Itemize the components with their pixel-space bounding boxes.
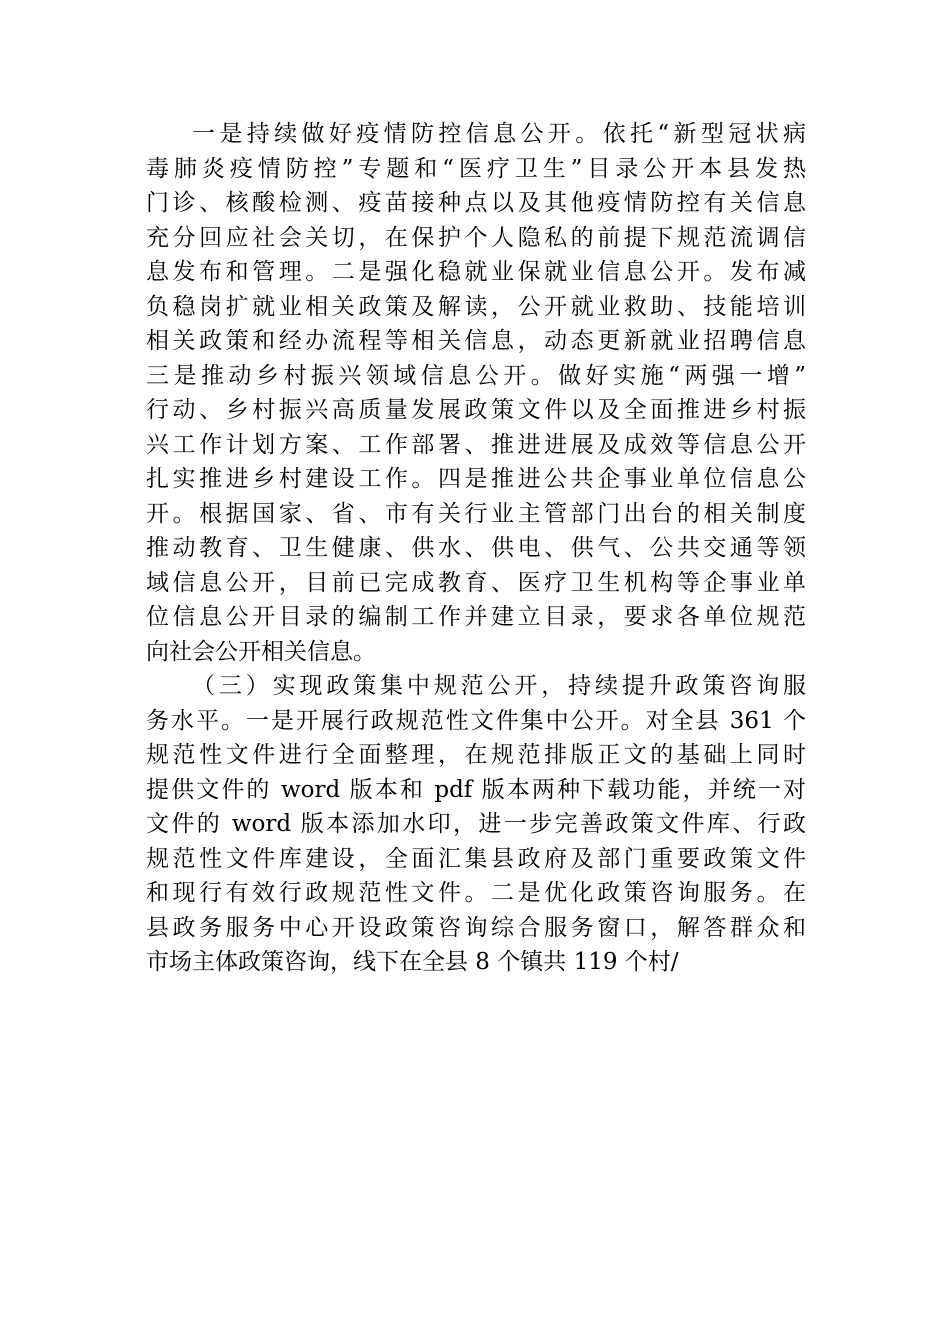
paragraph-policy-publication xyxy=(146,669,806,980)
text-line: 文件的 word 版本添加水印，进一步完善政策文件库、行政 xyxy=(146,811,806,837)
text-line: 市场主体政策咨询，线下在全县 8 个镇共 119 个村/ xyxy=(146,949,679,975)
text-line: 门诊、核酸检测、疫苗接种点以及其他疫情防控有关信息 xyxy=(146,190,806,216)
text-line: 充分回应社会关切，在保护个人隐私的前提下规范流调信 xyxy=(146,224,806,251)
text-line: 和现行有效行政规范性文件。二是优化政策咨询服务。在 xyxy=(146,880,806,906)
text-line: 县政务服务中心开设政策咨询综合服务窗口，解答群众和 xyxy=(146,914,806,941)
body-text xyxy=(146,117,806,980)
text-line: 位信息公开目录的编制工作并建立目录，要求各单位规范 xyxy=(146,604,806,630)
text-line: 推动教育、卫生健康、供水、供电、供气、公共交通等领 xyxy=(146,535,806,561)
text-line: 规范性文件库建设，全面汇集县政府及部门重要政策文件 xyxy=(146,845,806,872)
text-line: 开。根据国家、省、市有关行业主管部门出台的相关制度 xyxy=(146,500,806,527)
text-line: 三是推动乡村振兴领域信息公开。做好实施“两强一增” xyxy=(146,362,806,389)
text-line: 域信息公开，目前已完成教育、医疗卫生机构等企事业单 xyxy=(146,569,806,596)
text-line: 毒肺炎疫情防控”专题和“医疗卫生”目录公开本县发热 xyxy=(146,155,806,182)
text-line: 负稳岗扩就业相关政策及解读，公开就业救助、技能培训 xyxy=(146,293,806,320)
text-line: 一是持续做好疫情防控信息公开。依托“新型冠状病 xyxy=(192,121,806,147)
text-line: 规范性文件进行全面整理，在规范排版正文的基础上同时 xyxy=(146,742,806,768)
section-heading-line: （三）实现政策集中规范公开，持续提升政策咨询服 xyxy=(192,673,806,699)
text-line: 提供文件的 word 版本和 pdf 版本两种下载功能，并统一对 xyxy=(146,776,806,803)
text-line: 扎实推进乡村建设工作。四是推进公共企事业单位信息公 xyxy=(146,466,806,492)
text-line: 兴工作计划方案、工作部署、推进进展及成效等信息公开 xyxy=(146,431,806,458)
text-line: 向社会公开相关信息。 xyxy=(146,638,376,665)
text-line: 息发布和管理。二是强化稳就业保就业信息公开。发布减 xyxy=(146,259,806,285)
paragraph-epidemic-and-sectors xyxy=(146,117,806,669)
text-line: 行动、乡村振兴高质量发展政策文件以及全面推进乡村振 xyxy=(146,397,806,423)
text-line: 相关政策和经办流程等相关信息，动态更新就业招聘信息 xyxy=(146,328,806,354)
text-line: 务水平。一是开展行政规范性文件集中公开。对全县 361 个 xyxy=(146,707,806,734)
